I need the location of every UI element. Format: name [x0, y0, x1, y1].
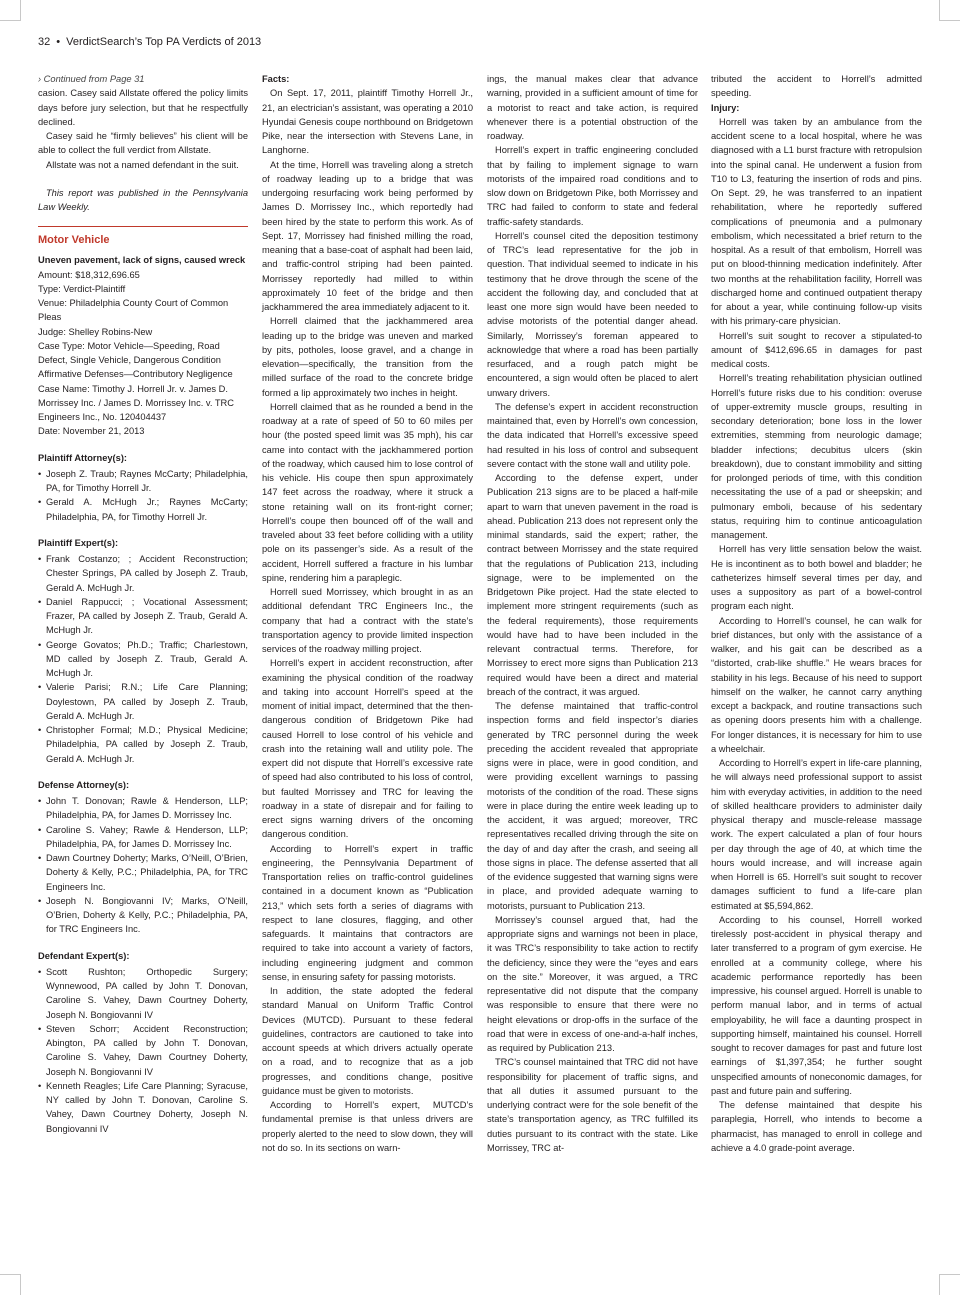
header-separator: • — [56, 36, 61, 48]
list-item: • Valerie Parisi; R.N.; Life Care Planning; Doylestown, PA called by Joseph Z. Traub, Gerald A. McHugh Jr. — [38, 680, 248, 723]
injury-heading: Injury: — [711, 102, 740, 113]
list-item: • Kenneth Reagles; Life Care Planning; Syracuse, NY called by John T. Donovan, Caroline S. Vahey, Dawn Courtney Doherty, Joseph N. Bongiovanni IV — [38, 1079, 248, 1136]
paragraph: Horrell claimed that the jackhammered area leading up to the bridge was uneven and marked by pits, potholes, loose gravel, and a change in elevation—specifically, the transition from the milled surface of the road to the concrete bridge formed a lip approximately two inches in height. — [262, 316, 473, 398]
paragraph: At the time, Horrell was traveling along a stretch of roadway leading up to a bridge that was undergoing resurfacing work being performed by James D. Morrissey Inc., which reportedly had been hired by the state to perform this work. As of Sept. 17, Morrissey had finished milling the road, meaning that a base-coat of asphalt had been laid, and traffic-control striping had been painted. Morrissey reportedly had milled to within approximately 10 feet of the bridge and then jackhammered the area immediately adjacent to it. — [262, 159, 473, 312]
list-item: • George Govatos; Ph.D.; Traffic; Charlestown, MD called by Joseph Z. Traub, Gerald A. McHugh Jr. — [38, 638, 248, 681]
case-date: Date: November 21, 2013 — [38, 426, 145, 437]
list-item: • Steven Schorr; Accident Reconstruction; Abington, PA called by John T. Donovan, Caroline S. Vahey, Dawn Courtney Doherty, Joseph N. Bongiovanni IV — [38, 1022, 248, 1079]
case-venue: Venue: Philadelphia County Court of Common Pleas — [38, 298, 229, 323]
continued-from-link[interactable]: › Continued from Page 31 — [38, 74, 145, 84]
paragraph: Horrell’s expert in accident reconstruction, after examining the physical condition of the roadway and taking into account Horrell’s speed at the moment of initial impact, determined that the then-dangerous condition of Bridgetown Pike had caused Horrell to lose control of his vehicle and crash into the retaining wall and utility pole. The expert did not dispute that Horrell’s excessive rate of speed had also contributed to his loss of control, but faulted Morrissey and TRC for leaving the roadway in a state of disrepair and for failing to erect signs warning drivers of the oncoming dangerous condition. — [262, 658, 473, 840]
plaintiff-experts-list — [38, 552, 248, 766]
facts-heading: Facts: — [262, 74, 290, 84]
list-item: • Scott Rushton; Orthopedic Surgery; Wynnewood, PA called by John T. Donovan, Caroline S. Vahey, Dawn Courtney Doherty, Joseph N. Bongiovanni IV — [38, 965, 248, 1022]
paragraph: Horrell sued Morrissey, which brought in as an additional defendant TRC Engineers Inc., the company that had a contract with the state’s transportation agency to provide limited inspection services of the roadway milling project. — [262, 587, 473, 654]
defense-attorneys-heading: Defense Attorney(s): — [38, 779, 130, 790]
crop-mark-top-left — [0, 0, 21, 21]
case-category: Motor Vehicle — [38, 234, 110, 247]
case-type-detail: Case Type: Motor Vehicle—Speeding, Road Defect, Single Vehicle, Dangerous Condition — [38, 340, 221, 365]
defense-attorneys-list — [38, 794, 248, 937]
paragraph: According to Horrell’s expert, MUTCD’s fundamental premise is that unless drivers are properly alerted to the need to slow down, they will not do so. In its sections on warn- — [262, 1100, 473, 1153]
paragraph: ings, the manual makes clear that advance warning, provided in a sufficient amount of time for a motorist to react and take action, is required whenever there is a potential obstruction of the roadway. — [487, 74, 698, 141]
case-type: Type: Verdict-Plaintiff — [38, 283, 126, 294]
paragraph: According to his counsel, Horrell worked tirelessly post-accident in physical therapy and later transferred to a program of gym exercise. He enrolled at a community college, where his academic performance reportedly has been impressive, his counsel argued. Horrell is unable to perform manual labor, and in terms of actual employability, he will face a daunting prospect in supporting himself, maintained his counsel. Horrell sought to recover damages for past and future lost earnings of $1,397,354; he further sought unspecified amounts of noneconomic damages, for past and future pain and suffering. — [711, 914, 922, 1096]
affirmative-defenses: Affirmative Defenses—Contributory Negligence — [38, 369, 233, 380]
paragraph: TRC’s counsel maintained that TRC did not have responsibility for placement of traffic signs, and that all duties it assumed pursuant to the underlying contract were for the sole benefit of the state’s transportation agency, as TRC fulfilled its duties pursuant to its contract with the state. Like Morrissey, TRC at- — [487, 1057, 698, 1153]
list-item: • Caroline S. Vahey; Rawle & Henderson, LLP; Philadelphia, PA, for James D. Morrissey Inc. — [38, 823, 248, 852]
column-3 — [487, 72, 698, 1155]
paragraph: Horrell’s suit sought to recover a stipulated-to amount of $412,696.65 in damages for past medical costs. — [711, 330, 922, 369]
paragraph: According to the defense expert, under Publication 213 signs are to be placed a half-mile apart to warn that uneven pavement in the road is ahead. Publication 213 does not represent only the minimal standards, said the expert; rather, the contract between Morrissey and the state required that the regulations of Publication 213, including signage, were to be implemented on the Bridgetown Pike project. Had the state elected to implement more stringent requirements (such as the federal requirements), those requirements would have had to have been included in the relevant contractual terms. Therefore, for Morrissey to erect more signs than Publication 213 required would have been a direct and material breach of the contract, it was argued. — [487, 473, 698, 697]
paragraph: Horrell’s expert in traffic engineering concluded that by failing to implement signage to warn motorists of the impaired road conditions and to slow down on Bridgetown Pike, both Morrissey and TRC had failed to conform to state and federal traffic-safety standards. — [487, 145, 698, 227]
list-item: • Joseph Z. Traub; Raynes McCarty; Philadelphia, PA, for Timothy Horrell Jr. — [38, 467, 248, 496]
column-2 — [262, 72, 473, 1155]
crop-mark-bottom-right — [939, 1274, 960, 1295]
list-item: • Frank Costanzo; ; Accident Reconstruction; Chester Springs, PA called by Joseph Z. Traub, Gerald A. McHugh Jr. — [38, 552, 248, 595]
publication-note: This report was published in the Pennsylvania Law Weekly. — [38, 187, 248, 212]
crop-mark-top-right — [939, 0, 960, 21]
column-1 — [38, 72, 248, 1136]
list-item: • Christopher Formal; M.D.; Physical Medicine; Philadelphia, PA called by Joseph Z. Traub, Gerald A. McHugh Jr. — [38, 723, 248, 766]
paragraph: Horrell has very little sensation below the waist. He is incontinent as to both bowel and bladder; he catheterizes himself several times per day, and uses a suppository as part of a bowel-control program each night. — [711, 544, 922, 612]
case-amount: Amount: $18,312,696.65 — [38, 269, 140, 280]
page-header — [38, 36, 261, 48]
paragraph: Horrell’s treating rehabilitation physician outlined Horrell’s future risks due to his condition: overuse of upper-extremity muscle groups, resulting in secondary deterioration; bone loss in the lower extremities, stemming from neurologic damage; bladder infections; decubitus ulcers (skin breakdown), due to constant immobility and sitting for prolonged periods of time, with this condition necessitating the use of a pad or sheepskin; and pulmonary emboli, because of his sedentary status, requiring him to continue anticoagulation management. — [711, 373, 922, 540]
paragraph: According to Horrell’s expert in life-care planning, he will always need professional support to assist him with everyday activities, in addition to the need of skilled healthcare providers to administer daily physical therapy and muscle-release massage work. The expert calculated a plan of four hours per day through the age of 40, at which time the hours would increase, and will increase again when Horrell is 65. Horrell’s suit sought to recover damages sufficient to fund a life-care plan estimated at $5,594,862. — [711, 758, 922, 911]
column-4 — [711, 72, 922, 1155]
plaintiff-experts-heading: Plaintiff Expert(s): — [38, 537, 119, 548]
plaintiff-attorneys-list — [38, 467, 248, 524]
plaintiff-attorneys-heading: Plaintiff Attorney(s): — [38, 452, 128, 463]
list-item: • Gerald A. McHugh Jr.; Raynes McCarty; Philadelphia, PA, for Timothy Horrell Jr. — [38, 495, 248, 524]
paragraph: Horrell’s counsel cited the deposition testimony of TRC’s lead representative for the job in question. That individual seemed to indicate in his testimony that he drove through the scene of the accident the following day, and concluded that at least one more sign would have been needed to advise motorists of the potential danger ahead. Similarly, Morrissey’s foreman appeared to acknowledge that where a road has been partially resurfaced, and a rough patch might be encountered, a sign would often be placed to alert unwary drivers. — [487, 230, 698, 398]
case-title: Uneven pavement, lack of signs, caused wreck — [38, 255, 246, 266]
paragraph: Casey said he “firmly believes” his client will be able to collect the full verdict from Allstate. — [38, 131, 248, 156]
paragraph: tributed the accident to Horrell’s admitted speeding. — [711, 74, 922, 99]
paragraph: On Sept. 17, 2011, plaintiff Timothy Horrell Jr., 21, an electrician’s assistant, was operating a 2010 Hyundai Genesis coupe northbound on Bridgetown Pike, near the intersection with Stevens Lane, in Langhorne. — [262, 88, 473, 156]
crop-mark-bottom-left — [0, 1274, 21, 1295]
paragraph: Horrell was taken by an ambulance from the accident scene to a local hospital, where he was diagnosed with a L1 burst fracture with retropulsion into the spinal canal. He underwent a fusion from T10 to L3, featuring the insertion of rods and pins. On Sept. 29, he was transferred to an inpatient rehabilitation, where he reportedly suffered complications of pneumonia and a pulmonary embolism, which necessitated a brief return to the hospital. As a result of that embolism, Horrell was put on blood-thinning medication indefinitely. After two months at the rehabilitation facility, Horrell was discharged home and continued outpatient therapy for about a year, while continuing follow-up visits with his primary-care physician. — [711, 116, 922, 327]
list-item: • John T. Donovan; Rawle & Henderson, LLP; Philadelphia, PA, for James D. Morrissey Inc. — [38, 794, 248, 823]
list-item: • Daniel Rappucci; ; Vocational Assessment; Frazer, PA called by Joseph Z. Traub, Gerald A. McHugh Jr. — [38, 595, 248, 638]
paragraph: The defense maintained that traffic-control inspection forms and field inspector’s diaries generated by TRC personnel during the week preceding the accident revealed that appropriate signs were in place, were in good condition, and were providing excellent warnings to passing motorists of the condition of the road. These signs were in place during the entire week leading up to the accident, it was argued; moreover, TRC representatives recalled driving through the site on the day of and day after the crash, and seeing all those signs in place. The defense asserted that all of the evidence suggested that warning signs were in place, and provided adequate warning to motorists, pursuant to Publication 213. — [487, 701, 698, 911]
case-judge: Judge: Shelley Robins-New — [38, 326, 153, 337]
list-item: • Dawn Courtney Doherty; Marks, O’Neill, O’Brien, Doherty & Kelly, P.C.; Philadelphia, PA, for TRC Engineers Inc. — [38, 851, 248, 894]
paragraph: Horrell claimed that as he rounded a bend in the roadway at a rate of speed of 50 to 60 miles per hour (the posted speed limit was 35 mph), his car came into contact with the jackhammered portion of the roadway, which caused him to lose control of his vehicle. His coupe then spun approximately 147 feet across the roadway, where it struck a stone retaining wall on its front-right corner; Horrell’s coupe then bounced off of the wall and traveled about 33 feet before colliding with a utility pole on its passenger’s side. As a result of the accident, Horrell suffered a fracture in his lumbar spine, rendering him a paraplegic. — [262, 401, 473, 583]
paragraph: In addition, the state adopted the federal standard Manual on Uniform Traffic Control Devices (MUTCD). Pursuant to these federal guidelines, contractors are cautioned to take into account speeds at which drivers actually operate on a road, and to recognize that as a job progresses, and conditions change, positive guidance must be given to motorists. — [262, 986, 473, 1096]
paragraph: According to Horrell’s counsel, he can walk for brief distances, but only with the assistance of a walker, and his gait can be described as a “distorted, crab-like shuffle.” He wears braces for stability in his legs. Because of his need to support himself on the walker, he cannot carry anything except a backpack, and routine transactions such as opening doors presents him with a challenge. For longer distances, it is necessary for him to use a wheelchair. — [711, 615, 922, 754]
defendant-experts-heading: Defendant Expert(s): — [38, 950, 130, 961]
paragraph: casion. Casey said Allstate offered the policy limits days before jury selection, but that he respectfully declined. — [38, 88, 248, 127]
paragraph: Morrissey’s counsel argued that, had the appropriate signs and warnings not been in place, it was TRC’s responsibility to take action to rectify the deficiency, since they were the “eyes and ears on the site.” Moreover, it was argued, a TRC representative did not dispute that the company was responsible to ensure that there were no height elevations or drop-offs in the surface of the road that were in excess of one-and-a-half inches, as required by Publication 213. — [487, 914, 698, 1053]
publication-title: VerdictSearch’s Top PA Verdicts of 2013 — [66, 36, 262, 48]
list-item: • Joseph N. Bongiovanni IV; Marks, O’Neill, O’Brien, Doherty & Kelly, P.C.; Philadelphia, PA, for TRC Engineers Inc. — [38, 894, 248, 937]
paragraph: The defense’s expert in accident reconstruction maintained that, even by Horrell’s own concession, the data indicated that Horrell’s excessive speed had resulted in his loss of control and subsequent severe contact with the stone wall and utility pole. — [487, 401, 698, 469]
paragraph: Allstate was not a named defendant in the suit. — [46, 159, 239, 170]
page-number: 32 — [38, 36, 51, 48]
paragraph: The defense maintained that despite his paraplegia, Horrell, who intends to become a pharmacist, has managed to enroll in college and achieve a 4.0 grade-point average. — [711, 1100, 922, 1153]
section-divider — [38, 226, 248, 227]
case-name: Case Name: Timothy J. Horrell Jr. v. James D. Morrissey Inc. / James D. Morrissey Inc. v. TRC Engineers Inc., No. 120404437 — [38, 383, 234, 422]
defendant-experts-list — [38, 965, 248, 1136]
paragraph: According to Horrell’s expert in traffic engineering, the Pennsylvania Department of Transportation relies on traffic-control guidelines contained in a document known as “Publication 213,” which sets forth a series of diagrams with respect to lane closures, flagging, and other safeguards. It maintains that contractors are required to take into account a variety of factors, including engineering judgment and common sense, in ensuring safety for passing motorists. — [262, 843, 473, 982]
